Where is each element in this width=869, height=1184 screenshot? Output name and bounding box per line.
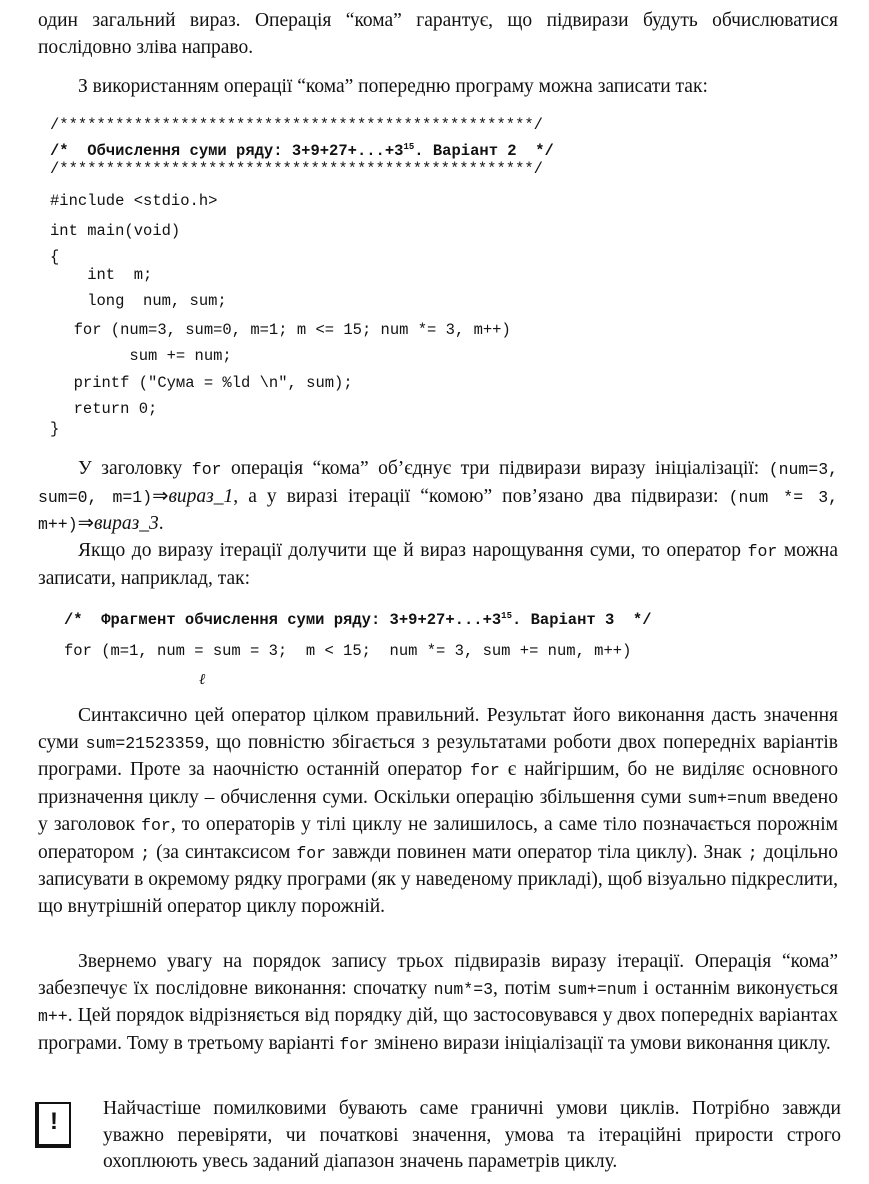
text: і останнім виконується	[636, 977, 838, 999]
code-line: {	[50, 248, 60, 266]
code-line: return 0;	[55, 400, 158, 418]
exclamation-mark: !	[50, 1108, 58, 1135]
inline-code: for	[191, 460, 222, 479]
code-line: #include <stdio.h>	[50, 192, 218, 210]
text: Звернемо увагу на порядок запису трьох підвиразів виразу ітерації. Операція “кома” забезпечує їх послідовне виконання: спочатку	[38, 951, 838, 999]
text: введено у заголовок	[38, 786, 838, 835]
text: є найгіршим, бо не виділяє основного призначення циклу – обчислення суми. Оскільки операцію збільшення суми	[38, 759, 838, 808]
italic-term: вираз_1	[168, 485, 234, 507]
code-line: printf ("Сума = %ld \n", sum);	[55, 374, 353, 392]
code-comment-title	[64, 607, 652, 629]
code-line: long num, sum;	[50, 292, 227, 310]
text: Синтаксично цей оператор цілком правильний. Результат його виконання дасть значення суми	[38, 705, 838, 753]
note-text: Найчастіше помилковими бувають саме граничні умови циклів. Потрібно завжди уважно перевіряти, чи початкові значення, умова та ітераційні прирости строго охоплюють увесь заданий діапазон значень параметрів циклу.	[103, 1098, 841, 1172]
text: змінено вирази ініціалізації та умови виконання циклу.	[369, 1032, 831, 1054]
code-line: int m;	[50, 266, 153, 284]
text: , то операторів у тілі циклу не залишилось, а саме тіло позначається порожнім оператором	[38, 814, 838, 863]
italic-term: вираз_3	[93, 513, 159, 534]
text: .	[158, 513, 164, 534]
text: , а у виразі ітерації “комою” пов’язано два підвирази:	[233, 485, 729, 507]
code-line: int main(void)	[50, 222, 181, 240]
inline-code: (num *= 3, m++)	[38, 487, 838, 534]
code-line: /***************************************************/	[50, 160, 543, 178]
inline-code: sum+=num	[687, 788, 767, 808]
inline-code: ;	[747, 843, 758, 863]
inline-code: ;	[140, 843, 151, 863]
arrow-symbol: ⇒	[77, 513, 94, 534]
inline-code: (num=3, sum=0, m=1)	[38, 460, 838, 507]
inline-code: for	[141, 816, 171, 835]
paragraph-continuation: один загальний вираз. Операція “кома” гарантує, що підвирази будуть обчислюватися послідовно зліва направо.	[38, 10, 838, 58]
paragraph-comma-order	[38, 949, 838, 1058]
inline-code: for	[339, 1034, 370, 1054]
text: , що повністю збігається з результатами роботи двох попередніх варіантів програми. Проте за наочністю останній оператор	[38, 731, 838, 780]
text: доцільно записувати в окремому рядку програми (як у наведеному прикладі), щоб візуально підкреслити, що внутрішній оператор циклу порожній.	[38, 841, 838, 917]
paragraph-intro: З використанням операції “кома” попередню програму можна записати так:	[78, 76, 708, 97]
text: , потім	[493, 977, 558, 999]
inline-code: sum+=num	[557, 979, 637, 999]
text: операція “кома” об’єднує три підвирази виразу ініціалізації:	[221, 458, 769, 479]
code-line: }	[50, 420, 60, 438]
code-text: /* Обчислення суми ряду: 3+9+27+...+3	[50, 142, 404, 161]
code-line: for (m=1, num = sum = 3; m < 15; num *= 3, sum += num, m++)	[64, 642, 632, 660]
code-line: /***************************************************/	[50, 116, 543, 134]
inline-code: for	[747, 542, 778, 561]
arrow-symbol: ⇒	[152, 485, 169, 507]
code-text: . Варіант 2 */	[414, 142, 554, 161]
inline-code: for	[470, 761, 500, 780]
code-line: sum += num;	[55, 347, 232, 365]
code-comment-title	[50, 138, 554, 160]
code-line: for (num=3, sum=0, m=1; m <= 15; num *= 3, m++)	[55, 321, 511, 339]
superscript: 15	[501, 611, 512, 621]
code-text: . Варіант 3 */	[511, 611, 652, 630]
text: . Цей порядок відрізняється від порядку дій, що застосовувався у двох попередніх варіантах програми. Тому в третьому варіанті	[38, 1005, 838, 1054]
text: Якщо до виразу ітерації долучити ще й вираз нарощування суми, то оператор	[78, 540, 748, 561]
code-text: /* Фрагмент обчислення суми ряду: 3+9+27+...+3	[64, 611, 502, 630]
inline-code: for	[296, 843, 327, 863]
text: можна записати, наприклад, так:	[38, 540, 839, 589]
warning-icon	[35, 1102, 71, 1148]
text: У заголовку	[78, 458, 192, 479]
paragraph-iteration	[38, 538, 838, 592]
stray-mark: ℓ	[199, 672, 206, 688]
inline-code: num*=3	[433, 979, 494, 999]
paragraph-header-explanation	[38, 456, 838, 539]
superscript: 15	[403, 142, 415, 152]
inline-code: m++	[38, 1007, 68, 1026]
inline-code: sum=21523359	[85, 733, 205, 753]
paragraph-syntax-analysis	[38, 703, 838, 920]
text: завжди повинен мати оператор тіла циклу). Знак	[326, 841, 748, 863]
text: (за синтаксисом	[150, 841, 297, 863]
